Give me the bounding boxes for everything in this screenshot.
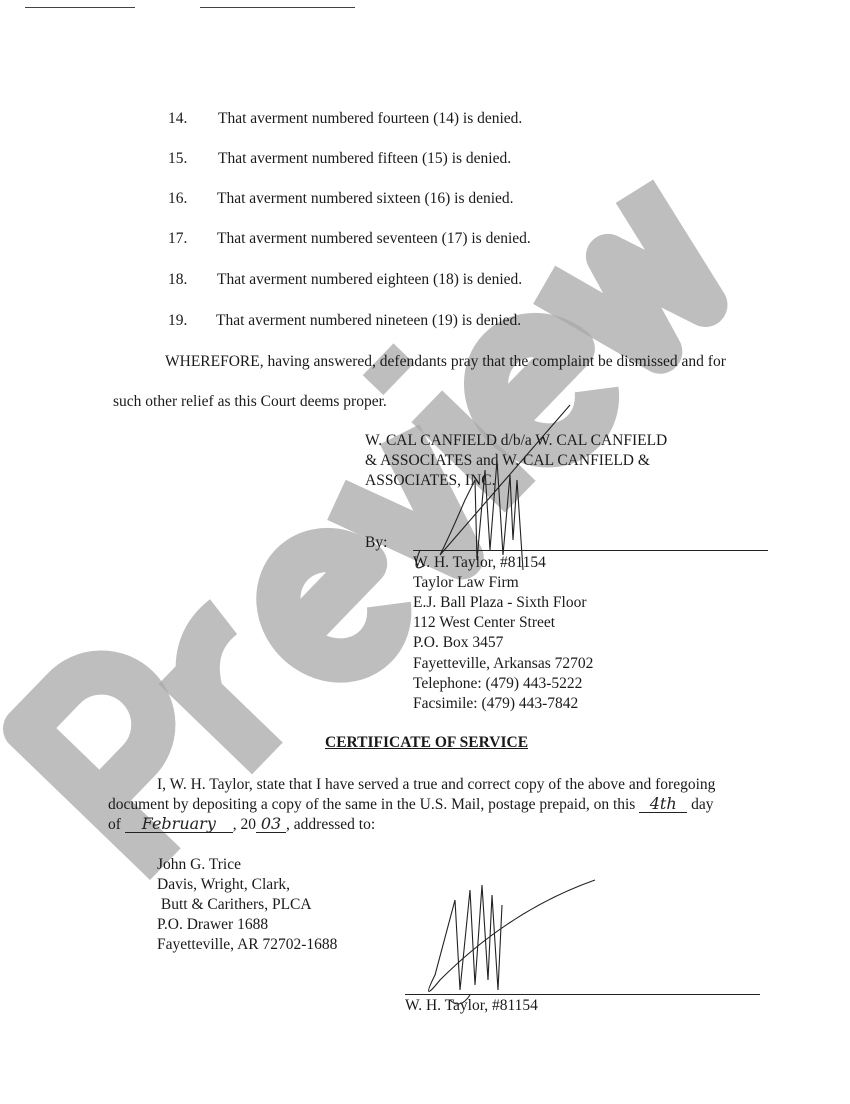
attorney-line: Facsimile: (479) 443-7842 xyxy=(413,695,579,712)
item-number: 17. xyxy=(168,230,188,247)
item-number: 18. xyxy=(168,271,188,288)
scan-artifact xyxy=(200,7,355,8)
certificate-line-1: I, W. H. Taylor, state that I have served a true and correct copy of the above and foregoing xyxy=(157,776,716,793)
addressee-line: Butt & Carithers, PLCA xyxy=(157,896,312,913)
signature-name: W. H. Taylor, #81154 xyxy=(405,997,538,1014)
party-line: ASSOCIATES, INC. xyxy=(365,472,496,489)
handwritten-day: 4th xyxy=(639,796,687,813)
item-number: 15. xyxy=(168,150,188,167)
day-word: day xyxy=(691,796,714,813)
item-text: That averment numbered seventeen (17) is denied. xyxy=(217,230,531,247)
attorney-line: Telephone: (479) 443-5222 xyxy=(413,675,583,692)
scan-artifact xyxy=(25,7,135,8)
attorney-line: E.J. Ball Plaza - Sixth Floor xyxy=(413,594,587,611)
item-text: That averment numbered eighteen (18) is denied. xyxy=(217,271,523,288)
item-text: That averment numbered fourteen (14) is denied. xyxy=(218,110,523,127)
addressed-to: , addressed to: xyxy=(286,816,376,833)
wherefore-line-2: such other relief as this Court deems proper. xyxy=(113,393,387,410)
certificate-line-3 xyxy=(108,816,375,834)
attorney-line: Fayetteville, Arkansas 72702 xyxy=(413,655,594,672)
addressee-line: P.O. Drawer 1688 xyxy=(157,916,269,933)
item-text: That averment numbered nineteen (19) is denied. xyxy=(216,312,522,329)
of-word: of xyxy=(108,816,121,833)
certificate-heading: CERTIFICATE OF SERVICE xyxy=(325,734,529,751)
item-text: That averment numbered sixteen (16) is denied. xyxy=(217,190,514,207)
addressee-line: Davis, Wright, Clark, xyxy=(157,876,290,893)
item-number: 16. xyxy=(168,190,188,207)
party-line: & ASSOCIATES and W. CAL CANFIELD & xyxy=(365,452,650,469)
attorney-line: W. H. Taylor, #81154 xyxy=(413,554,546,571)
wherefore-line-1: WHEREFORE, having answered, defendants pray that the complaint be dismissed and for xyxy=(165,353,726,370)
item-number: 14. xyxy=(168,110,188,127)
certificate-line-2 xyxy=(108,796,713,814)
addressee-line: John G. Trice xyxy=(157,856,241,873)
certificate-text: document by depositing a copy of the same in the U.S. Mail, postage prepaid, on this xyxy=(108,796,636,813)
year-prefix: , 20 xyxy=(232,816,257,833)
handwritten-year: 03 xyxy=(256,816,286,833)
attorney-line: P.O. Box 3457 xyxy=(413,634,504,651)
by-label: By: xyxy=(365,534,388,551)
signature-scribble-1 xyxy=(405,400,575,580)
party-line: W. CAL CANFIELD d/b/a W. CAL CANFIELD xyxy=(365,432,668,449)
addressee-line: Fayetteville, AR 72702-1688 xyxy=(157,936,338,953)
handwritten-month: February xyxy=(125,816,233,833)
attorney-line: 112 West Center Street xyxy=(413,614,556,631)
item-text: That averment numbered fifteen (15) is denied. xyxy=(218,150,512,167)
item-number: 19. xyxy=(168,312,188,329)
signature-line xyxy=(405,994,760,995)
attorney-line: Taylor Law Firm xyxy=(413,574,519,591)
